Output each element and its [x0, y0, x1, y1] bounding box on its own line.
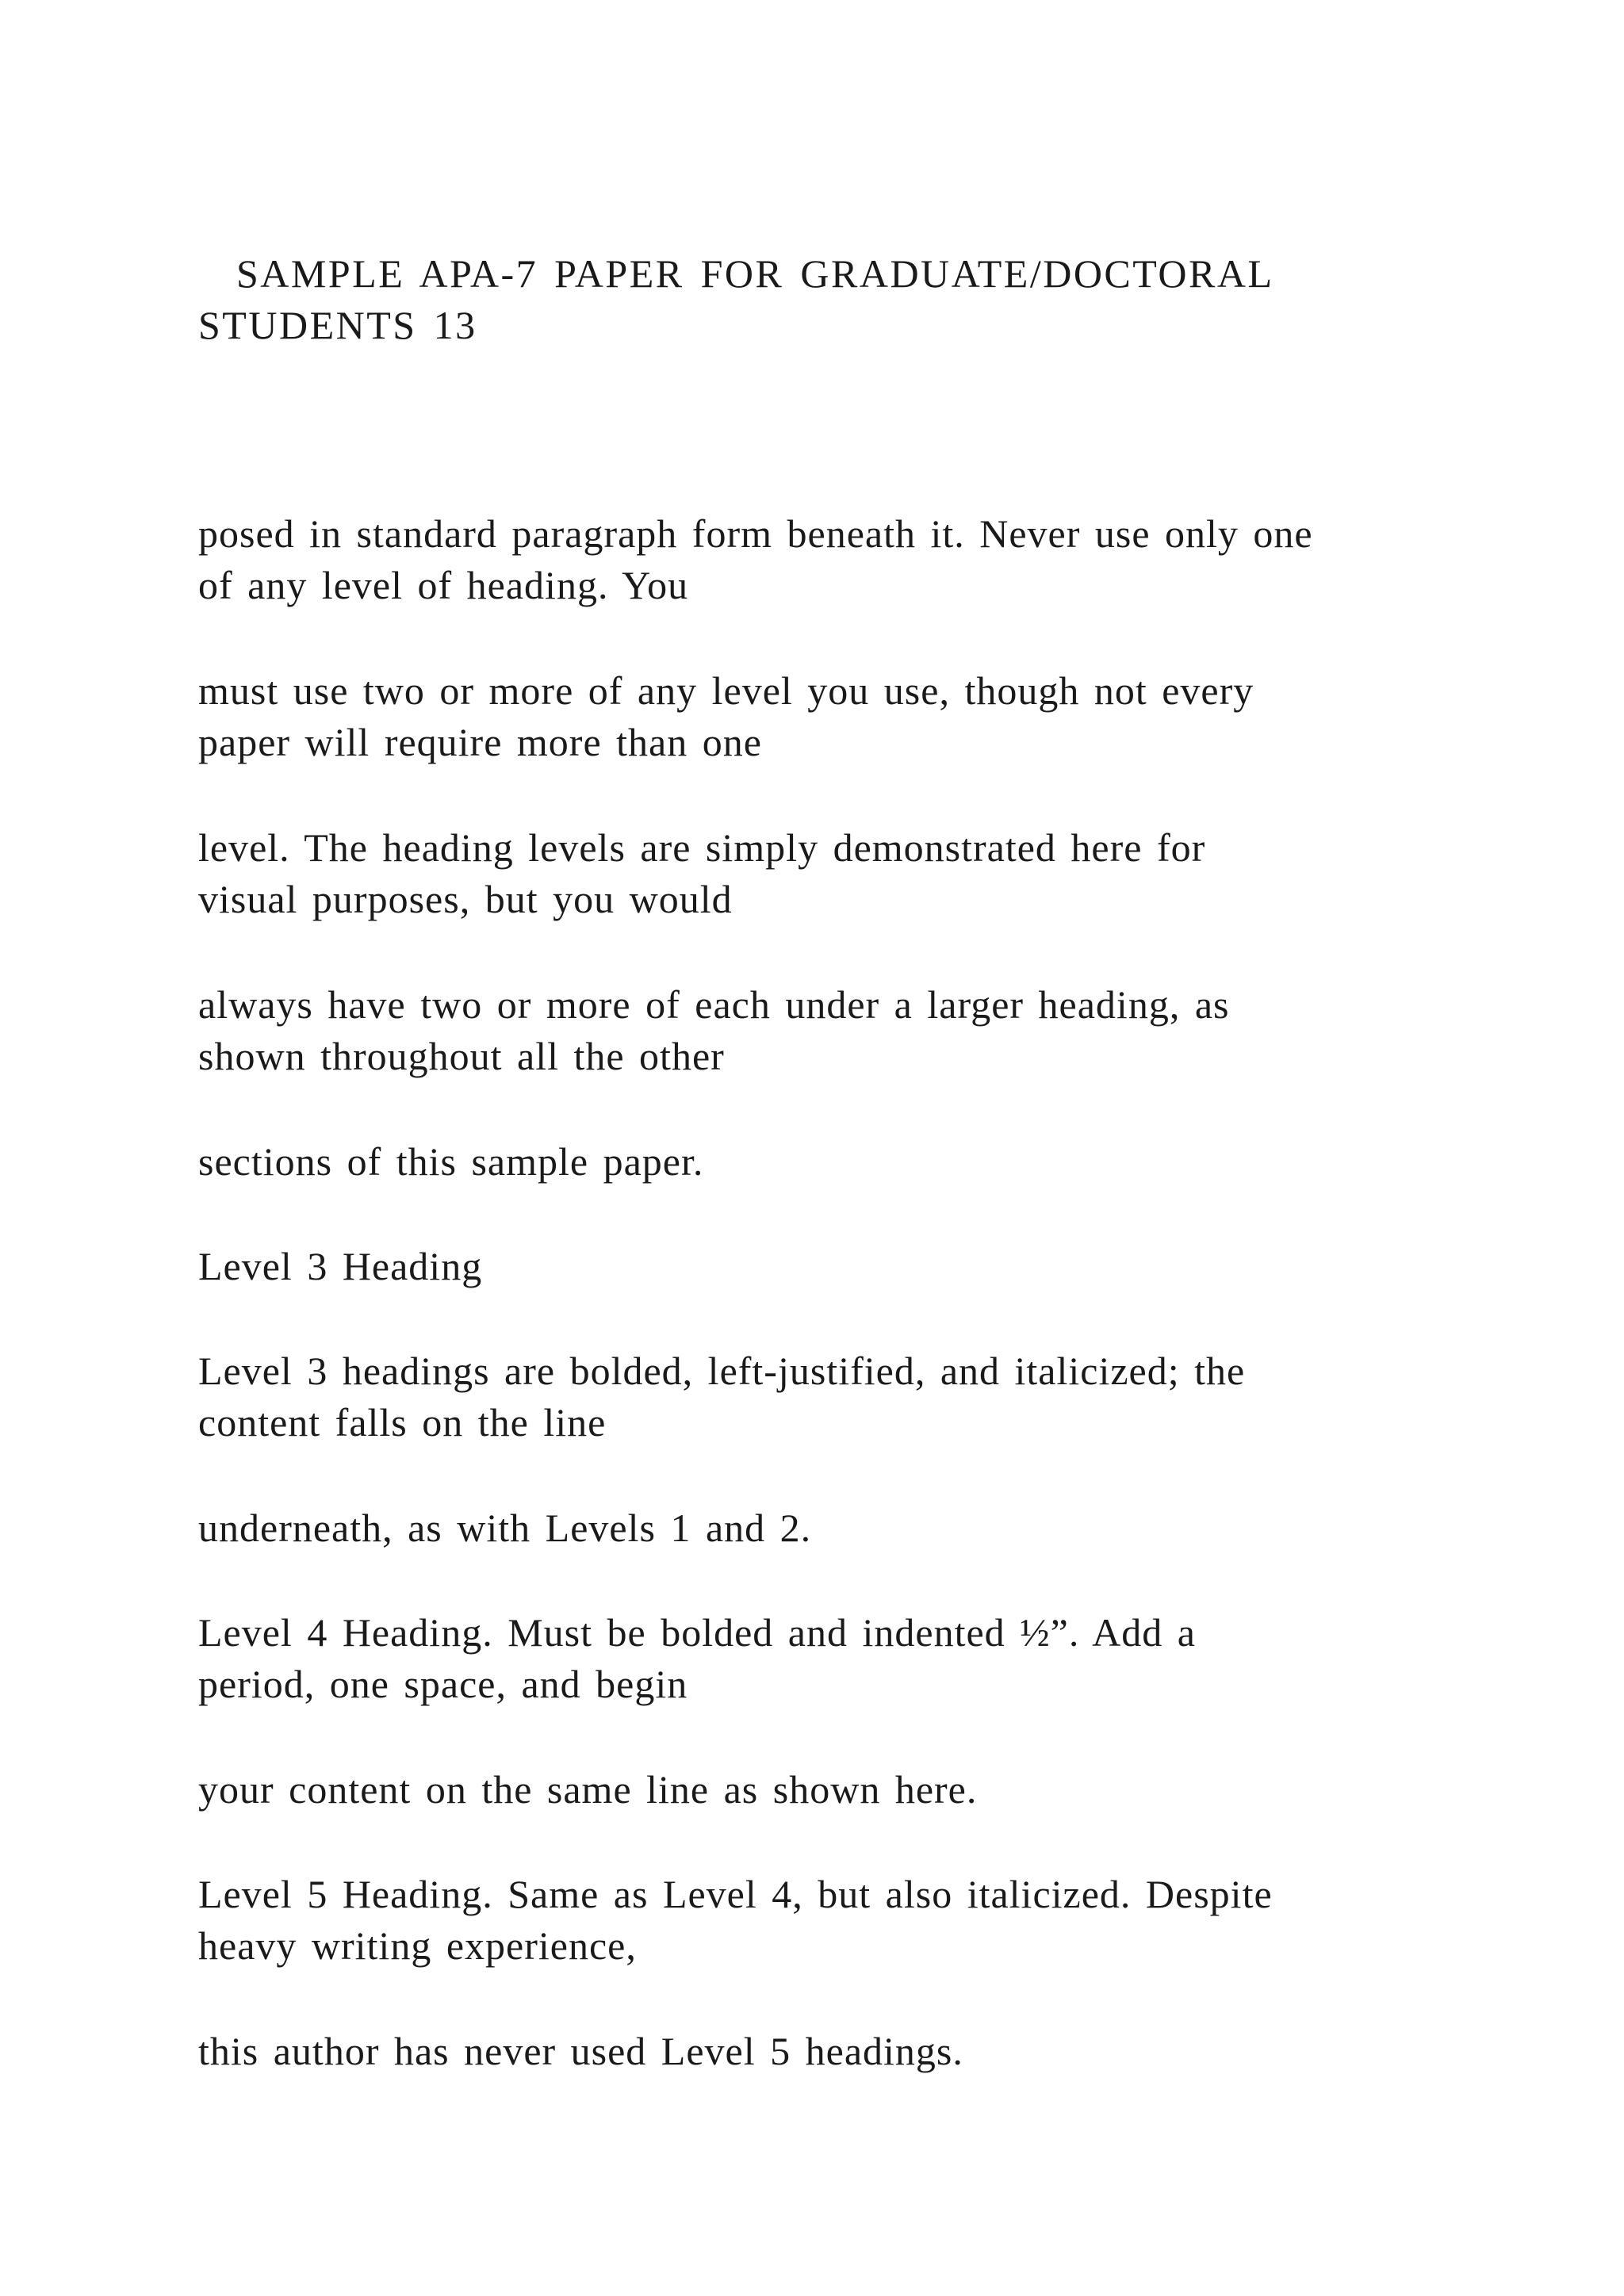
paragraph-7-line-1: Level 3 headings are bolded, left-justified, and italicized; the: [198, 1349, 1246, 1393]
paragraph-4-line-2: shown throughout all the other: [198, 1034, 725, 1078]
paragraph-9-line-1: Level 4 Heading. Must be bolded and indented ½”. Add a: [198, 1610, 1196, 1655]
paragraph-10-line-1: your content on the same line as shown here.: [198, 1767, 978, 1812]
paragraph-11-line-1: Level 5 Heading. Same as Level 4, but also italicized. Despite: [198, 1872, 1273, 1916]
paragraph-7-line-2: content falls on the line: [198, 1400, 607, 1445]
paragraph-5-line-1: sections of this sample paper.: [198, 1139, 704, 1184]
paragraph-11-line-2: heavy writing experience,: [198, 1923, 637, 1968]
paragraph-3-line-1: level. The heading levels are simply demonstrated here for: [198, 825, 1206, 870]
paragraph-8-line-1: underneath, as with Levels 1 and 2.: [198, 1506, 812, 1550]
paragraph-1-line-2: of any level of heading. You: [198, 563, 689, 607]
paragraph-4-line-1: always have two or more of each under a larger heading, as: [198, 982, 1230, 1027]
running-head-line-2: STUDENTS 13: [198, 303, 477, 347]
paragraph-2-line-2: paper will require more than one: [198, 720, 762, 764]
paragraph-12-line-1: this author has never used Level 5 headings.: [198, 2029, 963, 2073]
paragraph-9-line-2: period, one space, and begin: [198, 1662, 688, 1706]
paragraph-1-line-1: posed in standard paragraph form beneath it. Never use only one: [198, 511, 1313, 556]
level-3-heading: Level 3 Heading: [198, 1244, 483, 1288]
paragraph-2-line-1: must use two or more of any level you use, though not every: [198, 668, 1254, 713]
running-head-line-1: SAMPLE APA-7 PAPER FOR GRADUATE/DOCTORAL: [236, 251, 1274, 296]
paragraph-3-line-2: visual purposes, but you would: [198, 877, 733, 921]
